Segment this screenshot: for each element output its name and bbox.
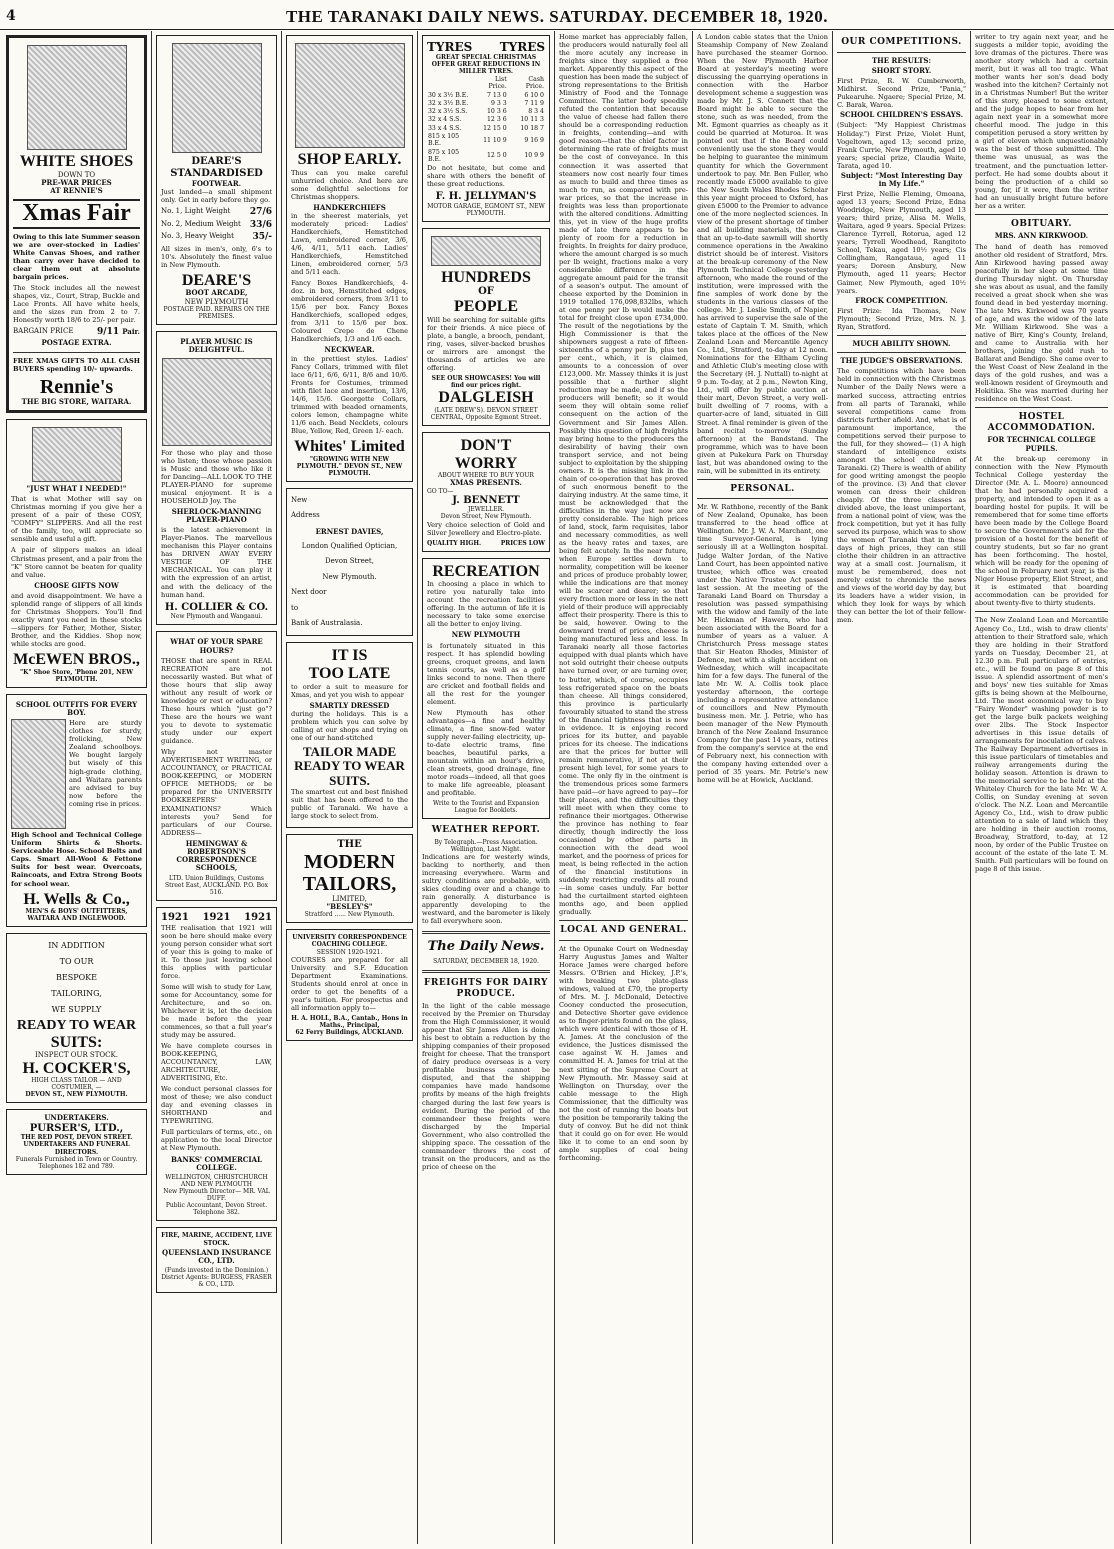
editorial-date: SATURDAY, DECEMBER 18, 1920. [433, 957, 539, 965]
store-address: DEVON ST., NEW PLYMOUTH. [25, 1091, 128, 1099]
article-body: A London cable states that the Union Steamship Company of New Zealand have purchased the steamer Gornoo. When the New Plymouth Harbor Board at yesterday's meeting were discussing the quarrying operations in connection with the Harbor development scheme a suggestion was made by Mr. J. S. Connett that the Board might be able to secure the stone, such as was needed, from the Mt. Egmont quarries as cheaply as it could be quarried at Moturoa. It was pointed out that if the Board could conveniently use the stone they would be helping to guarantee the minimum quantity for which the Government undertook to pay. Mr. Ben Fuller, who recently made £5000 available to give the New South Wales Rhodes Scholar this year might proceed to Oxford, has given £5000 to the Premier to advance one of the more neglected sciences. In view of the present shortage of timber and all building materials, the news that an up-to-date sawmill will shortly commence operations in the Awakino district should be of interest. Visitors at the break-up ceremony of the New Plymouth Technical College yesterday afternoon, who made the round of the institution, were impressed with the fine samples of work done by the students in the various classes of the college. Mr. J. Leslie Smith, of Napier, has arrived to supervise the sale of the estate of Captain T. M. Smith, which takes place at the offices of the New Zealand Loan and Mercantile Agency Co., Ltd., Stratford, to-day at 12 noon. Nominations for the Eltham Cycling and Athletic Club's meeting close with the Secretary (H. J. Nuttall) to-night at 9 p.m. To-day, at 2 p.m., Newton King, Ltd., will offer by public auction at their mart, Devon Street, a very well-built dwelling of 7 rooms, with a quarter-acre of land, situated in Gill Street. A final reminder is given of the band recital to-morrow (Sunday afternoon) at the Bandstand. The programme, which was to have been given at Pukekura Park on Thursday last, but was abandoned owing to the rain, will be submitted in its entirety. [697, 33, 828, 475]
ad-headline: OF [478, 286, 494, 298]
tyres-heading: TYRES TYRES [427, 40, 545, 54]
ad-text: PRE-WAR PRICES [41, 177, 112, 187]
ad-body: in the sheerest materials, yet moderately priced: Ladies' Handkerchiefs, Hemstitched Lawn, embroidered corner, 3/6, 4/6, 4/11, 5/11 each. Ladies' Handkerchiefs, Hemstitched Linen, embroidered corner, 5/3 and 5/11 each. [291, 211, 408, 277]
ad-subhead: SMARTLY DRESSED [309, 700, 390, 710]
article-body: First Prize, Nellie Fleming, Omoana, aged 13 years; Second Prize, Edna Woodridge, New Plymouth, aged 13 years; third prize, Alisa M. Wells, Waitara, aged 9 years. Special Prizes: Clarence Tyrrell, Rotorua, aged 12 years; Tyrrell Woodhead, Rangitoto School, Tekau, aged 10½ years; Cis Collingham, Rangataua, aged 11 years; Doreen Ansbury, New Plymouth, aged 11 years; Hector Gaimer, New Plymouth, aged 10½ years. [837, 190, 966, 295]
ad-headline: SUITS. [329, 772, 370, 788]
tailor-lines: IN ADDITION TO OUR BESPOKE TAILORING, WE SUPPLY [48, 941, 105, 1015]
tyre-price-table: List Price. Cash Price. 30 x 3½ B.E. 7 13 0 6 10 0 32 x 3½ B.E. 9 3 3 7 11 9 32 x 3½ S.S. 10 3 6 8 3 4 32 x 4 S.S. 12 3 6 10 11 3 33 x 4 S.S. 12 15 0 10 18 7 815 x 105 B.E. 11 10 9 9 16 9 875 x 105 B.E. 12 5 0 10 9 9 [428, 75, 544, 164]
ad-body: For those who play and those who listen; those whose passion is Music and those who like it for Dancing—ALL LOOK TO THE PLAYER-PIANO for supreme musical enjoyment. It is a HOUSEHOLD Joy. The [161, 448, 272, 505]
article-subhead: THE RESULTS: [871, 55, 932, 65]
ad-text: DOWN TO [57, 170, 96, 179]
ad-headline: WORRY [454, 454, 518, 472]
ad-body: We conduct personal classes for most of these; we also conduct day and evening classes in SHORTHAND and TYPEWRITING. [161, 1085, 272, 1126]
store-sub: BOOT ARCADE, [185, 288, 248, 298]
article-body: First Prize, R. W. Cumberworth, Midhirst. Second Prize, "Pania," Pukearuhe. Ngaere; Special Prize, M. C. Barak, Warea. [837, 77, 966, 110]
shoe-illustration [27, 45, 127, 150]
ad-text: LIMITED, [332, 894, 367, 903]
ad-headline: "JUST WHAT I NEEDED!" [26, 484, 127, 494]
ad-text: New Plymouth. [322, 572, 377, 581]
column-8 [971, 31, 1112, 1544]
ad-items: High School and Technical College Uniform Shirts & Shorts. Serviceable Hose. School Belts and Caps. Smart All-Wool & Fettone Suits for best wear. Overcoats, Raincoats, and Extra Strong Boots for school wear. [11, 831, 142, 888]
ad-text: XMAS PRESENTS. [450, 478, 522, 488]
ad-body: Some will wish to study for Law, some for Accountancy, some for Architecture, and so on. Whichever it is, let the decision be made before the year commences, so that a full year's study may be assured. [161, 982, 272, 1040]
ad-headline: READY TO WEAR [16, 1018, 137, 1034]
ad-body: New Plymouth has other advantages—a fine and healthy climate, a fine snow-fed water supply never-failing electricity, up-to-date electric trams, fine beaches, beautiful parks, a mountain within an hour's drive, clean streets, good drainage, fine motor roads—indeed, all that goes to make life agreeable, pleasant and profitable. [427, 708, 545, 798]
store-name: McEWEN BROS., [13, 651, 140, 669]
ad-text: ABOUT WHERE TO BUY YOUR [438, 472, 534, 480]
column-6 [693, 31, 833, 1544]
ad-text: Address [291, 511, 320, 520]
store-name: Whites' Limited [294, 438, 405, 456]
bennett-jeweller-ad [422, 432, 550, 552]
ad-body: Do not hesitate, but come and share with others the benefit of these great reductions. [427, 163, 545, 188]
ad-body: and avoid disappointment. We have a splendid range of slippers of all kinds for Christmas Shoppers. You'll find exactly want you need in these stocks—slippers for Father, Mother, Sister, Brother, and the Kiddies. Shop now, while stocks are good. [11, 591, 142, 649]
ad-headline: PEOPLE [453, 298, 518, 316]
ad-body: is the latest achievement in Player-Pianos. The marvellous mechanism this Player contains has DRIVEN AWAY EVERY VESTIGE OF THE MECHANICAL. You can play it with the expression of an artist, and with the delicacy of the human hand. [161, 526, 272, 599]
page-number: 4 [6, 8, 16, 24]
store-name: H. Wells & Co., [23, 890, 130, 908]
ad-headline: TAILOR MADE [302, 744, 397, 759]
banks-college-ad [156, 907, 277, 1222]
table-row: 815 x 105 B.E. 11 10 9 9 16 9 [428, 133, 544, 148]
ad-headline: HUNDREDS [441, 268, 531, 286]
store-sub: WELLINGTON, CHRISTCHURCH AND NEW PLYMOUTH [165, 1174, 268, 1189]
article-byline: By Telegraph.—Press Association. [434, 839, 538, 847]
ad-body: THE realisation that 1921 will soon be here should make every young person consider what sort of year this is going to make of it. To those just leaving school this applies with particular force. [161, 923, 272, 980]
ad-body: All sizes in men's, only, 6's to 10's. Absolutely the finest value in New Plymouth. [161, 244, 272, 269]
ad-text: 62 Ferry Buildings, AUCKLAND. [295, 1029, 404, 1036]
store-name: H. COCKER'S, [22, 1059, 131, 1077]
column-1 [2, 31, 152, 1544]
ad-body: A pair of slippers makes an ideal Christmas present, and a pair from the "K" Store cannot be beaten for quality and value. [11, 546, 142, 579]
article-subhead: MRS. ANN KIRKWOOD. [994, 231, 1089, 241]
ad-body: during the holidays. This is a problem which you can solve by calling at our shops and trying on one of our hand-stitched [291, 709, 408, 742]
ad-body: In choosing a place in which to retire you naturally take into account the recreation facilities offering. In the autumn of life it is necessary to take some exercise all the better to enjoy living. [427, 580, 545, 629]
table-row: 30 x 3½ B.E. 7 13 0 6 10 0 [428, 91, 544, 99]
article-headline: FREIGHTS FOR DAIRY PRODUCE. [424, 977, 548, 999]
article-body: Mr. W. Rathbone, recently of the Bank of New Zealand, Opunake, has been transferred to the head office at Wellington. Mr. J. W. A. Marchant, one time Surveyor-General, is lying seriously ill at a Wellington hospital. Judge Walter Jordan, of the Native Land Court, has been appointed native trustee, which office was created under the Native Trustee Act passed last session. At the meeting of the Taranaki Land Board on Thursday a resolution was passed sympathising with the widow and family of the late Mr. Hickman of Hawera, who had been associated with the Board for a number of years as a valuer. A Christchurch Press message states that Sir Heaton Rhodes, Minister of Defence, met with a slight accident on Wednesday, which will incapacitate him for a few days. The funeral of the late Mr. W. A. Collis took place yesterday afternoon, the cortege including a representative attendance of councillors and New Plymouth business men. Mr. J. Petrie, who has been manager of the New Plymouth branch of the New Zealand Insurance Company for the past 14 years, retires from the company's service at the end of February next, his connection with the company having extended over a period of 35 years. Mr. Petrie's new home will be at Howick, Auckland. [697, 503, 828, 785]
article-subhead: FOR TECHNICAL COLLEGE PUPILS. [987, 435, 1096, 453]
ad-label: UNDERTAKERS. [44, 1113, 109, 1123]
store-town: NEW PLYMOUTH [184, 297, 249, 306]
article-subhead: MUCH ABILITY SHOWN. [852, 338, 951, 348]
ad-body: Why not master ADVERTISEMENT WRITING, or ACCOUNTANCY, or PRACTICAL BOOK-KEEPING, or MODERN OFFICE METHODS; or be prepared for the UNIVERSITY BOOKKEEPERS' EXAMINATIONS? Which interests you? Send for particulars of our Course. ADDRESS— [161, 748, 272, 837]
ad-text: UNDERTAKERS AND FUNERAL DIRECTORS. [23, 1141, 130, 1156]
table-row: 32 x 3½ S.S. 10 3 6 8 3 4 [428, 108, 544, 116]
ad-body: Here are sturdy clothes for sturdy, frolicking, New Zealand schoolboys. We bought largely but wisely of this high-grade clothing, and Waitara parents are advised to buy now before the coming rise in prices. [69, 719, 142, 808]
ad-headline: READY TO WEAR [294, 758, 405, 774]
article-body: The hand of death has removed another old resident of Stratford, Mrs. Ann Kirkwood having passed away peacefully in her sleep at some time during Thursday night. On Thursday she was about as usual, and the family received a great shock when she was found dead in bed yesterday morning. The late Mrs. Kirkwood was 70 years of age, and was the widow of the late Mr. William Kirkwood. She was a native of Birr, King's County, Ireland, and came to Australia with her brothers, joining the gold rush to Ballarat and Bendigo. She came over to the West Coast of New Zealand in the days of the gold rushes, and was a well-known resident of Greymouth and Hokitika. She was married during her residence on the West Coast. [975, 242, 1108, 404]
ad-text: Funerals Furnished in Town or Country. Telephones 182 and 789. [15, 1155, 138, 1170]
slippers-ad [6, 419, 147, 688]
ad-headline: UNIVERSITY CORRESPONDENCE COACHING COLLEGE. [292, 934, 407, 949]
ad-body: The Stock includes all the newest shapes, viz., Court, Strap, Buckle and Lace Fronts. All have white heels, and the sizes run from 2 to 7. Honestly worth 18/6 to 25/- per pair. [13, 283, 140, 324]
ad-subhead: HANDKERCHIEFS [313, 202, 386, 212]
ad-body: Fancy Boxes Handkerchiefs, 4-doz. in box, Hemstitched edges, embroidered corners, from 3/11 to 15/6 per box. Fancy Boxes Handkerchiefs, scalloped edges, from 3/11 to 15/6 per box. Coloured Crepe de Chene Handkerchiefs, 1/3 and 1/6 each. [291, 279, 408, 344]
article-body: At the break-up ceremony in connection with the New Plymouth Technical College yesterday the Director (Mr. A. L. Moore) announced that he had personally acquired a property, and intended to open it as a boarding hostel for pupils. It will be remembered that for some time efforts have been made by the College Board to secure the Government's aid for the provision of a hostel for the benefit of country students, but so far no grant has been forthcoming. The hostel, which will be ready for the opening of the school in February next year, is the Niger House property, Eliot Street, and it is estimated that boarding accommodation can be provided for about twenty-five to thirty students. [975, 454, 1108, 608]
article-body: (Subject: "My Happiest Christmas Holiday.") First Prize, Violet Hunt, Vogeltown, aged 13; second prize, Frank Currie, New Plymouth, aged 10 years; special prize, Claudia Waite, Tarata, aged 10. [837, 121, 966, 170]
dalgleish-ad [422, 228, 550, 426]
bargain-price: BARGAIN PRICE 9/11 Pair. [13, 326, 140, 337]
weather-report [422, 825, 550, 925]
white-shoes-ad [6, 35, 147, 413]
editorial-masthead: The Daily News. [427, 938, 545, 954]
ad-headline: STANDARDISED [170, 167, 263, 179]
store-address: "K" Shoe Store, 'Phone 201, NEW PLYMOUTH. [20, 668, 133, 683]
ad-text: New Plymouth Director— MR. VAL DUFF. [163, 1188, 270, 1203]
ad-headline: SCHOOL OUTFITS FOR EVERY BOY. [15, 699, 138, 718]
ad-headline: GREAT SPECIAL CHRISTMAS OFFER GREAT REDUCTIONS IN MILLER TYRES. [431, 54, 541, 76]
price-row: No. 3, Heavy Weight 35/- [161, 232, 272, 243]
ad-text: INSPECT OUR STOCK. [35, 1051, 118, 1060]
jellyman-tyres-ad [422, 35, 550, 222]
store-address: (LATE DREW'S). DEVON STREET CENTRAL, Opposite Egmont Street. [430, 406, 542, 421]
masthead [0, 0, 1114, 30]
price-row: No. 1, Light Weight 27/6 [161, 206, 272, 217]
school-outfits-ad [6, 694, 147, 927]
column-7 [833, 31, 971, 1544]
ad-body: That is what Mother will say on Christmas morning if you give her a present of a pair of these COSY, "COMFY" SLIPPERS. And all the rest of the family, too, will appreciate so sensible and useful a gift. [11, 495, 142, 544]
ad-text: SEE OUR SHOWCASES! You will find our prices right. [431, 375, 541, 390]
ad-text: New [291, 495, 308, 504]
ad-body: We have complete courses in BOOK-KEEPING, ACCOUNTANCY, LAW, ARCHITECTURE, ADVERTISING, Etc. [161, 1042, 272, 1083]
slipper-illustration [32, 427, 122, 482]
ad-body: Thus can you make careful unhurried choice. And here are some delightful selections for Christmas shoppers. [291, 168, 408, 201]
undertakers-ad [6, 1109, 147, 1174]
ad-body: THOSE that are spent in REAL RECREATION are not necessarily wasted. But what of those hours that slip away without any result of work or knowledge or rest or education? These hours which "just go"? These are the hours we want you to devote to systematic study under our expert guidance. [161, 656, 272, 746]
article-body: First Prize: Ida Thomas, New Plymouth; Second Prize, Mrs. N. J. Ryan, Stratford. [837, 306, 966, 331]
ad-subhead: NECKWEAR. [324, 345, 375, 355]
store-address: MOTOR GARAGE, EGMONT ST., NEW PLYMOUTH. [427, 202, 545, 217]
ad-text: SESSION 1920-1921. [316, 948, 383, 956]
quality-row: QUALITY HIGH. PRICES LOW [427, 539, 545, 547]
ad-text: AT RENNIE'S [50, 186, 103, 196]
whites-shop-early-ad [286, 35, 413, 482]
store-sub: HIGH CLASS TAILOR — AND COSTUMIER, — [31, 1077, 122, 1092]
ad-body: to order a suit to measure for Xmas, and yet you wish to appear [291, 682, 408, 699]
davies-optician-ad [286, 488, 413, 637]
column-3 [282, 31, 418, 1544]
ad-subhead: CHOOSE GIFTS NOW [34, 580, 119, 590]
store-address: Devon Street, New Plymouth. [440, 513, 532, 521]
ad-headline: PLAYER MUSIC IS DELIGHTFUL. [180, 337, 253, 355]
ad-text: POSTAGE PAID. REPAIRS ON THE PREMISES. [163, 305, 270, 320]
ad-headline: MODERN [303, 850, 396, 873]
ad-text: to [291, 603, 299, 612]
article-dateline: Wellington, Last Night. [450, 846, 522, 854]
store-address: New Plymouth and Wanganui. [170, 613, 263, 621]
xmas-fair-title: Xmas Fair [13, 199, 140, 228]
ad-body: in the prettiest styles. Ladies' Fancy Collars, trimmed with filet lace 6/11, 6/6, 6/11, 8/6 and 10/6. Fronts for Costumes, trimmed with filet lace and insertion, 13/6, 14/6, 15/6. Georgette Collars, trimmed with beaded ornaments, colors lemon, champagne white 11/6 each. Bead Necklets, colours Blue, Yellow, Red, Green 1/- each. [291, 354, 408, 435]
store-address: THE BIG STORE, WAITARA. [21, 396, 132, 406]
ad-headline: FIRE, MARINE, ACCIDENT, LIVE STOCK. [161, 1232, 272, 1247]
store-name: ERNEST DAVIES, [315, 526, 384, 536]
boot-illustration [172, 43, 262, 153]
ad-text: Stratford ...... New Plymouth. [304, 911, 395, 919]
modern-tailors-ad [286, 834, 413, 923]
ad-subhead: NEW PLYMOUTH [451, 630, 521, 640]
store-address: MEN'S & BOYS' OUTFITTERS, WAITARA AND INGLEWOOD. [25, 908, 128, 923]
store-address: LTD. Union Buildings, Customs Street East, AUCKLAND. P.O. Box 516. [164, 874, 269, 896]
article-subhead: THE JUDGE'S OBSERVATIONS. [840, 356, 963, 366]
store-name: DALGLEISH [438, 389, 534, 407]
article-headline: WEATHER REPORT. [431, 825, 541, 836]
store-name: J. BENNETT [452, 494, 520, 506]
store-sub: JEWELLER. [467, 506, 505, 514]
store-address: "GROWING WITH NEW PLYMOUTH." DEVON ST., NEW PLYMOUTH. [296, 455, 403, 477]
ad-subhead: FOOTWEAR. [191, 178, 242, 188]
store-address: Public Accountant, Devon Street. Telephone 382. [165, 1202, 268, 1217]
ad-headline: DEARE'S [191, 156, 242, 167]
santa-illustration [295, 43, 405, 148]
article-headline: HOSTEL ACCOMMODATION. [987, 412, 1096, 433]
year-row: 1921 1921 1921 [161, 911, 272, 923]
ad-text: Bank of Australasia. [291, 618, 363, 627]
recreation-ad [422, 558, 550, 820]
article-body: In the light of the cable message received by the Premier on Thursday from the High Commissioner, it would appear that Sir James Allen is doing his best to obtain a reduction by the shipping companies of their proposed freight for cheese. That the transport of dairy produce overseas is a very profitable business cannot be disputed, and that the shipping companies have made handsome profits by means of the high freights charged during the last few years is evident. During the period of the commandeer these freights were discharged by the Imperial Government, who also controlled the shipping space. The cessation of the commandeer throws the cost of transit on the producers, and as the price of cheese on the [422, 1002, 550, 1171]
ad-text: "BESLEY'S" [326, 902, 373, 912]
ad-body: is fortunately situated in this respect. It has splendid bowling greens, croquet greens, and lawn tennis courts, as well as a golf links second to none. Then there are cricket and football fields and all the rest for the younger element. [427, 641, 545, 706]
column-5 [555, 31, 693, 1544]
store-name: PURSER'S, LTD., [29, 1122, 124, 1134]
price-row: No. 2, Medium Weight 33/6 [161, 219, 272, 230]
ad-body: Full particulars of terms, etc., on application to the local Director at New Plymouth. [161, 1128, 272, 1153]
ad-body: Owing to this late Summer season we are over-stocked in Ladies' White Canvas Shoes, and rather than carry over have decided to clear them out at absolute bargain prices. [13, 232, 140, 281]
ad-text: (Funds invested in the Dominion.) District Agents: BURGESS, FRASER & CO., LTD. [161, 1267, 272, 1289]
ad-body: Very choice selection of Gold and Silver Jewellery and Electro-plate. [427, 520, 545, 537]
ad-text: H. A. HOLL, B.A., Cantab., Hons in Maths., Principal, [291, 1014, 408, 1029]
article-body-continued: writer to try again next year, and he suggests a milder topic, avoiding the love dramas of the pictures. There was another story which had a certain merit, but it was all too tragic. What mother wants her son's dead body washed into the kitchen? Certainly not in a Christmas Number! But the writer of this story, pleased to some extent, and the judge hopes to hear from her again next year in a somewhat more cheerful mood. The judge in this competition perused a story written by a girl of eleven which unquestionably was the best of those submitted. The theme was unusual, as was the treatment, and the punctuation letter-perfect. He had some doubts about it being the production of a child so young, for, if it were, then the writer had an unusually bright future before her as a writer. [975, 33, 1108, 210]
article-headline: OUR COMPETITIONS. [841, 37, 962, 47]
ad-body: Just landed—a small shipment only. Get in early before they go. [161, 187, 272, 204]
ad-headline: SUITS: [50, 1033, 103, 1051]
store-name: DEARE'S [181, 271, 252, 289]
table-row: 875 x 105 B.E. 12 5 0 10 9 9 [428, 148, 544, 164]
ad-headline: TAILORS, [302, 872, 397, 895]
store-name: HEMINGWAY & ROBERTSON'S CORRESPONDENCE SCHOOLS, [176, 838, 257, 873]
article-subhead: SCHOOL CHILDREN'S ESSAYS. [839, 110, 964, 120]
ad-body: Will be searching for suitable gifts for their friends. A nice piece of plate, a bangle, a brooch, pendant, ring, vases, silver-backed brushes or mirrors are amongst the thousands of articles we are offering. [427, 315, 545, 373]
article-subhead: FROCK COMPETITION. [855, 295, 948, 305]
table-row: 33 x 4 S.S. 12 15 0 10 18 7 [428, 124, 544, 132]
jewellery-illustration [431, 236, 541, 266]
university-coaching-ad [286, 929, 413, 1041]
cocker-tailor-ad [6, 933, 147, 1103]
store-name: Rennie's [39, 375, 114, 398]
ad-body: The smartest cut and best finished suit that has been offered to the public of Taranaki. We have a large stock to select from. [291, 787, 408, 820]
boy-illustration [11, 719, 66, 829]
ad-headline: SHOP EARLY. [297, 151, 402, 168]
store-name: H. COLLIER & CO. [164, 601, 269, 613]
article-body: The New Zealand Loan and Mercantile Agency Co., Ltd., wish to draw clients' attention to their Stratford sale, which they are holding in their Stratford yards on Tuesday, December 21, at 12.30 p.m. Full particulars of entries, etc., will be found on page 8 of this issue. A splendid assortment of men's and boys' new ties suitable for Xmas gifts is being shown at the Melbourne, Ltd. The most economical way to buy "Fairy Wonder" washing powder is to get the large bulk packets weighing over 2lbs. The Stock Inspector advertises in this issue details of arrangements for inoculation of calves. The Railway Department advertises in this issue particulars of timetables and railway arrangements during the holiday season. Attention is drawn to the memorial service to be held at the Whiteley Church for the late Mr. W. A. Collis, on Sunday evening at seven o'clock. The N.Z. Loan and Mercantile Agency Co., Ltd., wish to draw public attention to a sale of land which they are holding in their auction rooms, Broadway, Stratford, to-day, at 12 noon, by order of the Public Trustee on account of the estate of the late T. M. Smith. Full particulars will be found on page 8 of this issue. [975, 616, 1108, 874]
player-piano-ad [156, 331, 277, 625]
ad-headline: IT IS [331, 647, 368, 665]
spare-hours-ad [156, 631, 277, 900]
ad-text: POSTAGE EXTRA. [41, 338, 112, 348]
ad-text: London Qualified Optician, [301, 542, 398, 551]
table-row: 32 x 4 S.S. 12 3 6 10 11 3 [428, 116, 544, 124]
table-row: 32 x 3½ B.E. 9 3 3 7 11 9 [428, 99, 544, 107]
ad-text: Next door [291, 588, 327, 597]
column-4 [418, 31, 555, 1544]
ad-headline: TOO LATE [308, 664, 391, 682]
newspaper-title: THE TARANAKI DAILY NEWS. SATURDAY. DECEMBER 18, 1920. [285, 7, 829, 26]
article-body: Indications are for westerly winds, backing to northerly, and then increasing everywhere. Warm and sultry conditions are probable, with skies clouding over and a change to rain generally. A disturbance is apparently developing to the westward, and the barometer is likely to fall everywhere soon. [422, 853, 550, 926]
ad-text: FREE XMAS GIFTS TO ALL CASH BUYERS spending 10/- upwards. [13, 356, 140, 373]
store-name: BANKS' COMMERCIAL COLLEGE. [171, 1154, 262, 1172]
article-body: At the Opunake Court on Wednesday Harry Augustus James and Walter Horace James were charged before Messrs. O'Brien and Hickey, J.P.'s, with breaking two plate-glass windows, valued at £70, the property of Mrs. M. J. McDonald, Detective Cooney conducted the prosecution, and Detective Shorter gave evidence as to finger-prints found on the glass, which were identical with those of H. A. James. At the conclusion of the evidence, the Justices dismissed the case against W. H. James and committed H. A. James for trial at the next sitting of the Supreme Court at New Plymouth. Mr. Massey said at Wellington on Thursday, over the cable message to the High Commissioner, that the difficulty was not the cost of running the boats but the position be temporarily taking the duty of convoy. But he did not think that it could go on for ever. He would like it to come to an end soon by ample supplies of coal being forthcoming. [559, 945, 688, 1162]
ad-text: Write to the Tourist and Expansion League for Booklets. [432, 800, 540, 815]
article-body-continued: Home market has appreciably fallen, the producers would naturally feel all the more acutely any increase in freights since they supplied a free market. Apparently this aspect of the question has been made the subject of strong representations to the British Ministry of Food and the Tonnage Committee. The latter body speedily refuted the contention that because the value of cheese had fallen there should be a corresponding reduction in freights, contending—and with good reason—that the chief factor in determining the rate of freights must be the cost of conveyance. In this connection it was asserted that steamers now cost nearly four times as much to build and three times as much to run, as compared with pre-war prices, so that the increase in freights was less than proportionate with the altered conditions. Admitting this, yet in view of the huge profits made of late there appears to be plenty of room for a reduction in freights. In freights for dairy produce, where the amount charged is so much per lb weight, fractions make a very considerable difference in the aggregate amount paid for the transit of a season's output. The amount of cheese exported by the Dominion in 1919 totalled 176,098,832lbs, which at one penny per lb would make the total for freight close upon £734,000. The result of the negotiations by the High Commissioner is that the shipowners suggest a rate of fifteen-sixteenths of a penny per lb, plus ten per cent., which, it is claimed, amounts to a concession of over £123,000. Mr. Massey thinks it is just possible that a further slight reduction may be made, and if so the producers will benefit; so it would seem they will obtain some relief consequent on the action of the Government and Sir James Allen. Possibly this question of high freights may bring home to the producers the desirability of having their own transport service, and not being subject to exploitation by the shipping owners. It is the missing link in the chain of co-operation that has proved of such enormous benefit to the dairying industry. At the same time, it must be acknowledged that the difficulties in the way just now are pretty considerable. The high prices of land, stock, farm requisites, labor and necessary commodities, as well as the heavy rates and taxes, are being felt acutely. In the near future, when Europe settles down to normality, competition will be keener and prices of produce probably lower, while the indications are that money will be scarcer and dearer; so that every fraction more or less in the nett yield of their produce will appreciably affect their prosperity. There is this to be said, however. Owing to the downward trend of prices, cheese is being manufactured less and less. In Taranaki nearly all those factories equipped with dual plants which have not sold outright their cheese outputs have turned over, or are turning over, to butter, which, of course, occupies less refrigerated space on the boats than cheese. All things considered, this province is particularly favourably situated to stand the stress of the financial tightness that is now in evidence. It is enjoying record prices for its butter, and payable prices for its cheese. The indications are that the prices for butter will remain remunerative, if not at their present high level, for some years to come. The only fly in the ointment is the tremendous prices some farmers have paid—or have agreed to pay—for their places, and the difficulties they will meet with when they come to refinance their mortgages. Otherwise the province has nothing to fear directly, though indirectly the loss occasioned by other parts in connection with the dead wool market, and the poorness of prices for meat, is being reflected in the action of the financial institutions in suddenly restricting credits all round—in some cases unduly. Far better had the curtailment started eighteen months ago, and been applied gradually. [559, 33, 688, 917]
too-late-ad [286, 642, 413, 828]
piano-illustration [162, 358, 272, 446]
column-2 [152, 31, 282, 1544]
ad-text: Devon Street, [325, 557, 374, 566]
ad-body: COURSES are prepared for all University and S.F. Education Department Examinations. Students should enrol at once in order to get the benefits of a year's tuition. For prospectus and all information apply to— [291, 955, 408, 1012]
insurance-ad [156, 1227, 277, 1293]
freights-editorial [422, 978, 550, 1171]
store-name: F. H. JELLYMAN'S [435, 190, 537, 202]
article-subhead: SHORT STORY. [871, 65, 932, 75]
ad-text: GO TO— [427, 487, 454, 495]
store-name: QUEENSLAND INSURANCE CO., LTD. [162, 1247, 271, 1265]
ad-headline: DON'T [460, 436, 512, 454]
ad-headline: RECREATION [432, 562, 540, 580]
ad-headline: WHITE SHOES [19, 153, 134, 170]
article-subhead: Subject: "Most Interesting Day in My Life." [840, 170, 963, 188]
ad-headline: WHAT OF YOUR SPARE HOURS? [170, 637, 263, 655]
ad-subhead: SHERLOCK-MANNING PLAYER-PIANO [171, 506, 262, 525]
article-headline: PERSONAL. [730, 483, 795, 494]
article-headline: OBITUARY. [1010, 218, 1072, 229]
deares-footwear-ad [156, 35, 277, 325]
store-address: THE RED POST, DEVON STREET. [20, 1134, 133, 1142]
article-headline: LOCAL AND GENERAL. [560, 925, 687, 936]
article-body: The competitions which have been held in connection with the Christmas Number of the Daily News were a marked success, attracting entries from all parts of Taranaki, while several competitions came from districts further afield. And, what is of paramount importance, the competitions served their purpose to the full, for they showed— (1) A high standard of intelligence exists amongst the school children of Taranaki. (2) There is wealth of ability for good writing amongst the people of the province. (3) And that clever women can dress their children cheaply. Of the three classes as divided above, the least unimportant, from a national point of view, was the frock competition, but yet it has fully served its purpose, which was to show the women of Taranaki that in these days of high prices, they can still clothe their children in an attractive way at a small cost. Journalism, it must be remembered, does not merely exist to chronicle the news and views of the world day by day, but its leaders have a wider vision, in which they look for ways by which they can better the lot of their fellow-men. [837, 367, 966, 625]
ad-text: THE [337, 839, 362, 851]
